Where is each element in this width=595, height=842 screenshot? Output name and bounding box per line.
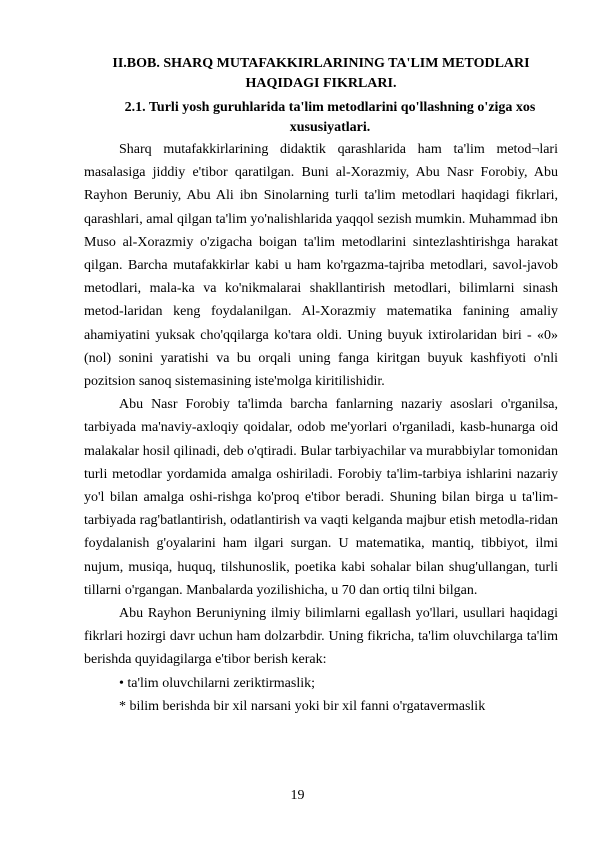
paragraph-1: Sharq mutafakkirlarining didaktik qarashlarida ham ta'lim metod¬lari masalasiga jiddiy e'tibor qaratilgan. Buni al-Xorazmiy, Abu Nasr Forobiy, Abu Rayhon Beruniy, Abu Ali ibn Sinolarning turli ta'lim metodlari haqidagi fikrlari, qarashlari, amal qilgan ta'lim yo'nalishlarida yaqqol sezish mumkin. Muhammad ibn Muso al-Xorazmiy o'zigacha boigan ta'lim metodlarini sintezlashtirishga harakat qilgan. Barcha mutafakkirlar kabi u ham ko'rgazma-tajriba metodlari, savol-javob metodlari, mala-ka va ko'nikmalarai shakllantirish metodlari, bilimlarni sinash metod-laridan keng foydalanilgan. Al-Xorazmiy matematika fanining amaliy ahamiyatini yuksak cho'qqilarga ko'tara oldi. Uning buyuk ixtirolaridan biri - «0» (nol) sonini yaratishi va bu orqali uning fanga kiritgan buyuk kashfiyoti o'nli pozitsion sanoq sistemasining iste'molga kiritilishidir.	[84, 142, 558, 390]
list-item: * bilim berishda bir xil narsani yoki bir xil fanni o'rgatavermaslik	[119, 698, 486, 714]
document-page	[84, 54, 558, 718]
paragraph-3: Abu Rayhon Beruniyning ilmiy bilimlarni egallash yo'llari, usullari haqidagi fikrlari hozirgi davr uchun ham dolzarbdir. Uning fikricha, ta'lim oluvchilarga ta'lim berishda quyidagilarga e'tibor berish kerak:	[84, 606, 558, 668]
section-title: 2.1. Turli yosh guruhlarida ta'lim metodlarini qo'llashning o'ziga xos xususiyatlari.	[124, 100, 536, 135]
page-number: 19	[290, 788, 305, 803]
paragraph-2: Abu Nasr Forobiy ta'limda barcha fanlarning nazariy asoslari o'rganilsa, tarbiyada ma'naviy-axloqiy qoidalar, odob me'yorlari o'rganiladi, kasb-hunarga oid malakalar hosil qilinadi, deb o'qtiradi. Bular tarbiyachilar va murabbiylar tomonidan turli metodlar yordamida amalga oshiriladi. Forobiy ta'lim-tarbiya ishlarini nazariy yo'l bilan amalga oshi-rishga ko'proq e'tibor beradi. Shuning bilan birga u ta'lim-tarbiyada rag'batlantirish, odatlantirish va vaqti kelganda majbur etish metodla-ridan foydalanish g'oyalarini ham ilgari surgan. U matematika, mantiq, tibbiyot, ilmi nujum, musiqa, huquq, tilshunoslik, poetika kabi sohalar bilan shug'ullangan, turli tillarni o'rgangan. Manbalarda yozilishicha, u 70 dan ortiq tilni bilgan.	[84, 397, 558, 598]
chapter-title: II.BOB. SHARQ MUTAFAKKIRLARINING TA'LIM METODLARI HAQIDAGI FIKRLARI.	[112, 56, 530, 91]
list-item: • ta'lim oluvchilarni zeriktirmaslik;	[119, 675, 315, 691]
